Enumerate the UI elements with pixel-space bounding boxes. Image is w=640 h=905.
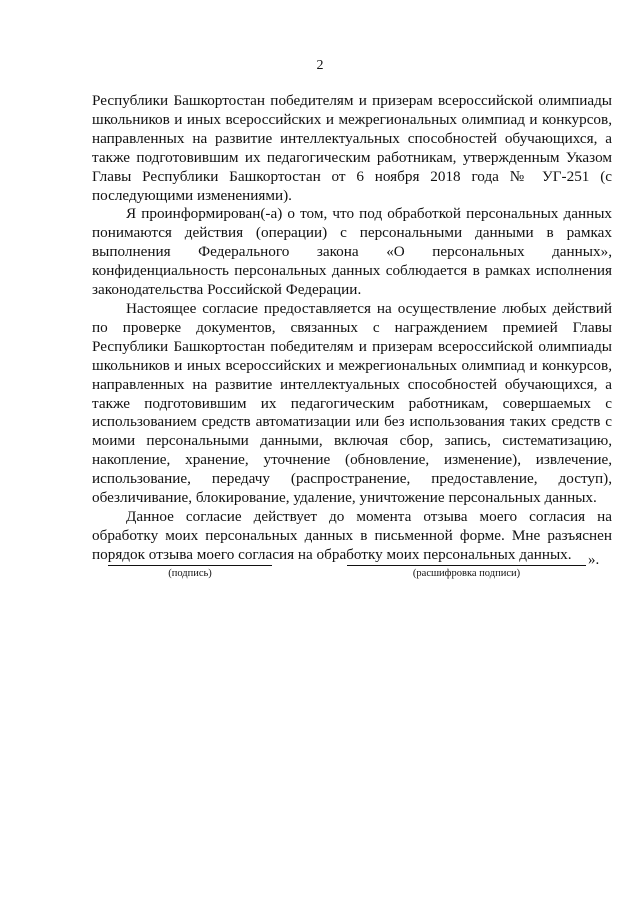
paragraph-consent-scope: Настоящее согласие предоставляется на осуществление любых действий по проверке документов, связанных с награждением премией Главы Республики Башкортостан победителям и призерам всероссийской олимпиады школьников и иных всероссийских и межрегиональных олимпиад и конкурсов, направленных на развитие интеллектуальных способностей обучающихся, а также подготовившим их педагогическим работникам, совершаемых с использованием средств автоматизации или без использования таких средств с моими персональными данными, включая сбор, запись, систематизацию, накопление, хранение, уточнение (обновление, изменение), извлечение, использование, передачу (распространение, предоставление, доступ), обезличивание, блокирование, удаление, уничтожение персональных данных. xyxy=(92,299,612,507)
signature-decoding-caption: (расшифровка подписи) xyxy=(412,568,521,579)
paragraph-continuation: Республики Башкортостан победителям и призерам всероссийской олимпиады школьников и иных всероссийских и межрегиональных олимпиад и конкурсов, направленных на развитие интеллектуальных способностей обучающихся, а также подготовившим их педагогическим работникам, утвержденным Указом Главы Республики Башкортостан от 6 ноября 2018 года № УГ-251 (с последующими изменениями). xyxy=(92,92,612,204)
paragraph-informed: Я проинформирован(-а) о том, что под обработкой персональных данных понимаются действия (операции) с персональными данными в рамках выполнения Федерального закона «О персональных данных», конфиденциальность персональных данных соблюдается в рамках исполнения законодательства Российской Федерации. xyxy=(92,205,612,299)
signature-block xyxy=(0,552,640,592)
signature-closing-quote: ». xyxy=(588,552,600,568)
paragraph-consent-validity: Данное согласие действует до момента отзыва моего согласия на обработку моих персональных данных в письменной форме. Мне разъяснен порядок отзыва моего согласия на обработку моих персональных данных. xyxy=(92,507,612,563)
signature-caption: (подпись) xyxy=(168,568,212,579)
signature-decoding-line xyxy=(347,565,586,566)
page-number: 2 xyxy=(316,58,324,73)
document-body xyxy=(92,92,612,565)
signature-line xyxy=(108,565,272,566)
